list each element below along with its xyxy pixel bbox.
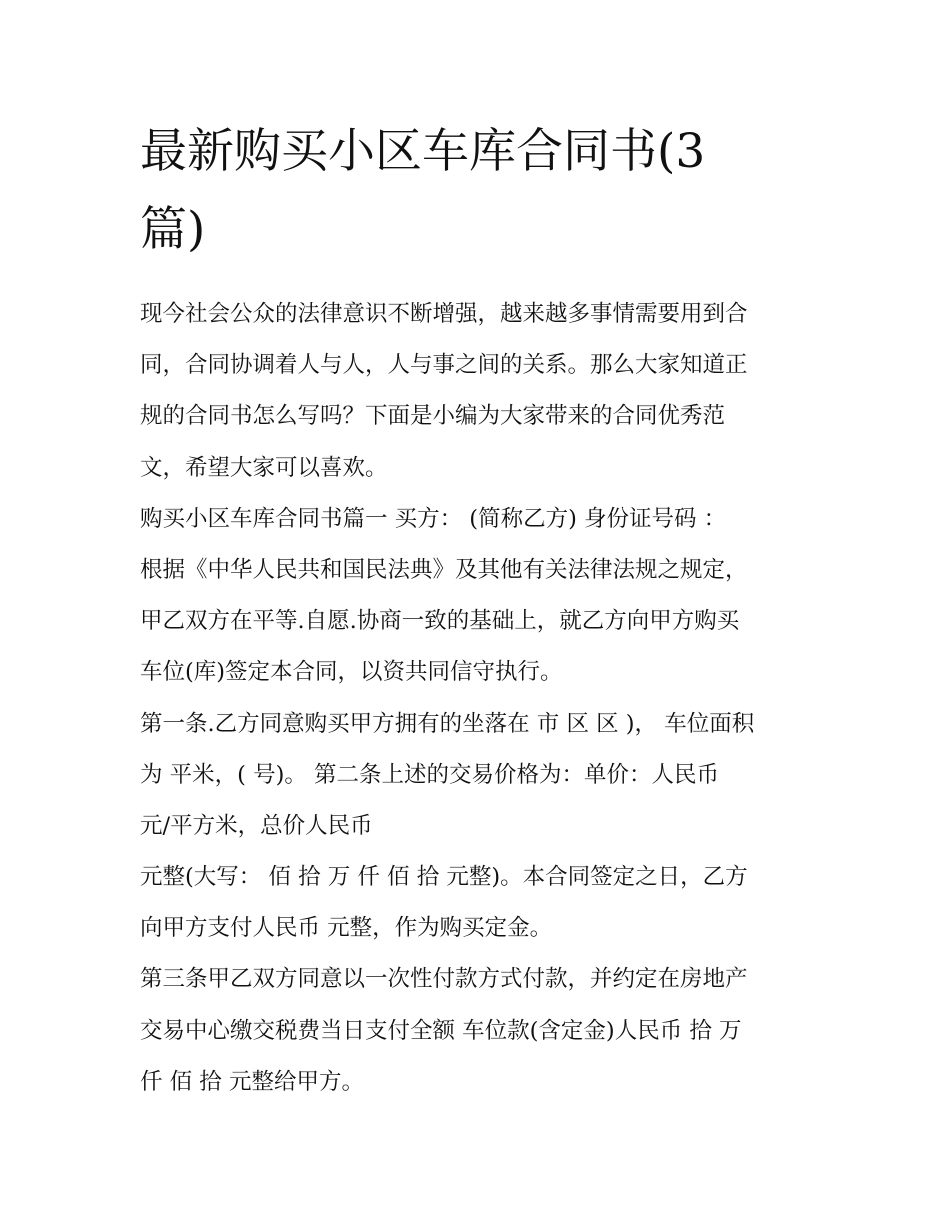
body-line: 规的合同书怎么写吗？下面是小编为大家带来的合同优秀范 (140, 403, 726, 430)
body-line: 元整(大写： 佰 拾 万 仟 佰 拾 元整)。本合同签定之日，乙方 (140, 864, 748, 891)
body-line: 购买小区车库合同书篇一 买方： (简称乙方) 身份证号码 ： (140, 505, 727, 532)
body-line: 交易中心缴交税费当日支付全额 车位款(含定金)人民币 拾 万 (140, 1017, 742, 1044)
body-line: 第一条.乙方同意购买甲方拥有的坐落在 市 区 区 )， 车位面积 (140, 710, 755, 737)
body-line: 同，合同协调着人与人，人与事之间的关系。那么大家知道正 (140, 352, 748, 379)
document-title: 最新购买小区车库合同书(3篇) (140, 124, 706, 257)
body-line: 第三条甲乙双方同意以一次性付款方式付款，并约定在房地产 (140, 966, 748, 993)
body-line: 根据《中华人民共和国民法典》及其他有关法律法规之规定， (140, 556, 748, 583)
body-line: 车位(库)签定本合同，以资共同信守执行。 (140, 659, 563, 686)
document-page (140, 113, 812, 1108)
document-body (140, 289, 812, 1108)
body-line: 向甲方支付人民币 元整，作为购买定金。 (140, 915, 553, 942)
body-line: 甲乙双方在平等.自愿.协商一致的基础上，就乙方向甲方购买 (140, 608, 740, 635)
body-line: 文，希望大家可以喜欢。 (140, 454, 388, 481)
body-line: 为 平米，( 号)。 第二条上述的交易价格为：单价：人民币 (140, 761, 720, 788)
body-line: 元/平方米，总价人民币 (140, 812, 373, 839)
body-line: 仟 佰 拾 元整给甲方。 (140, 1068, 364, 1095)
body-line: 现今社会公众的法律意识不断增强，越来越多事情需要用到合 (140, 301, 748, 327)
